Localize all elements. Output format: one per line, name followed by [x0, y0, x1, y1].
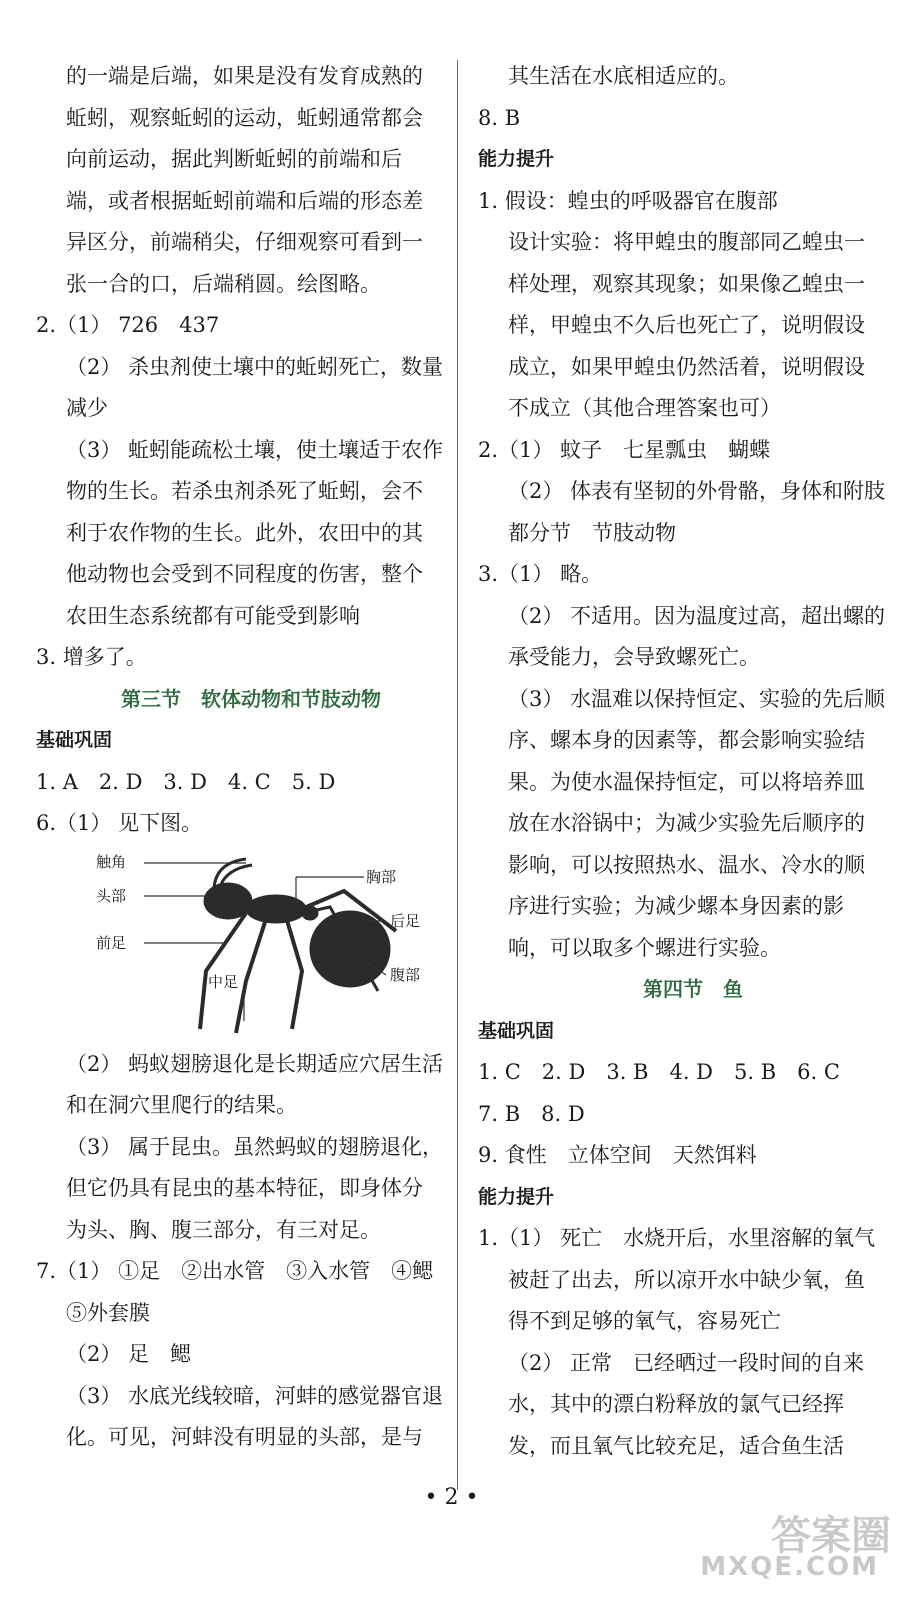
section-title: 第三节 软体动物和节肢动物 [121, 686, 381, 711]
text-line: （2） 杀虫剂使土壤中的蚯蚓死亡，数量 [66, 354, 444, 379]
text-line: 成立，如果甲蝗虫仍然活着，说明假设 [508, 354, 865, 379]
page-number: • 2 • [424, 1485, 479, 1510]
text-line: （2） 蚂蚁翅膀退化是长期适应穴居生活 [66, 1051, 444, 1076]
label-antenna: 触角 [96, 852, 127, 871]
text-line: 样处理，观察其现象；如果像乙蝗虫一 [508, 271, 865, 296]
text-line: 农田生态系统都有可能受到影响 [66, 603, 360, 628]
text-line: 1. 假设：蝗虫的呼吸器官在腹部 [478, 188, 778, 213]
section-title: 第四节 鱼 [643, 977, 743, 1001]
text-line: 其生活在水底相适应的。 [508, 64, 739, 88]
text-line: （2） 正常 已经晒过一段时间的自来 [508, 1350, 865, 1375]
heading-basic: 基础巩固 [36, 729, 113, 751]
text-line: 都分节 节肢动物 [508, 520, 676, 545]
question-8-answer: 8. B [478, 105, 521, 130]
text-line: （2） 不适用。因为温度过高，超出螺的 [508, 603, 886, 628]
text-line: 减少 [66, 396, 108, 420]
text-line: （3） 水底光线较暗，河蚌的感觉器官退 [66, 1383, 444, 1408]
watermark-brand: 答案圈 [771, 1513, 891, 1559]
text-line: （2） 足 鳃 [66, 1342, 192, 1366]
question-3-answer: 3. 增多了。 [36, 645, 147, 669]
right-column [478, 56, 886, 1467]
heading-improve: 能力提升 [478, 1185, 555, 1208]
label-head: 头部 [96, 886, 127, 905]
left-column [36, 56, 444, 1459]
text-line: 物的生长。若杀虫剂杀死了蚯蚓，会不 [66, 479, 423, 503]
label-foreleg: 前足 [96, 933, 127, 952]
text-line: 的一端是后端，如果是没有发育成熟的 [66, 64, 423, 88]
text-line: 得不到足够的氧气，容易死亡 [508, 1309, 781, 1333]
text-line: 果。为使水温保持恒定，可以将培养皿 [508, 769, 865, 794]
text-line: （3） 蚯蚓能疏松土壤，使土壤适于农作 [66, 437, 444, 462]
text-line: （3） 水温难以保持恒定、实验的先后顺 [508, 686, 886, 711]
question-6-intro: 6.（1） 见下图。 [36, 811, 203, 835]
text-line: 被赶了出去，所以凉开水中缺少氧，鱼 [508, 1267, 865, 1292]
text-line: 2.（1） 蚊子 七星瓢虫 蝴蝶 [478, 437, 771, 462]
text-line: 序进行实验；为减少螺本身因素的影 [508, 894, 844, 918]
text-line: 端，或者根据蚯蚓前端和后端的形态差 [66, 188, 423, 213]
text-line: 他动物也会受到不同程度的伤害，整个 [66, 562, 423, 586]
text-line: 和在洞穴里爬行的结果。 [66, 1093, 297, 1117]
question-7-answer: 7.（1） ①足 ②出水管 ③入水管 ④鳃 [36, 1259, 434, 1283]
text-line: 不成立（其他合理答案也可） [508, 396, 781, 420]
column-divider [457, 60, 458, 1490]
text-line: （3） 属于昆虫。虽然蚂蚁的翅膀退化， [66, 1134, 444, 1159]
text-line: （2） 体表有坚韧的外骨骼，身体和附肢 [508, 479, 886, 503]
text-line: 样，甲蝗虫不久后也死亡了，说明假设 [508, 313, 865, 337]
text-line: 9. 食性 立体空间 天然饵料 [478, 1143, 757, 1167]
label-thorax: 胸部 [366, 867, 397, 886]
question-2-answer: 2.（1） 726 437 [36, 313, 220, 337]
text-line: 放在水浴锅中；为减少实验先后顺序的 [508, 811, 865, 835]
label-hindleg: 后足 [390, 911, 421, 930]
text-line: 发，而且氧气比较充足，适合鱼生活 [508, 1433, 844, 1458]
text-line: 序、螺本身的因素等，都会影响实验结 [508, 728, 865, 752]
heading-improve: 能力提升 [478, 148, 555, 170]
text-line: 但它仍具有昆虫的基本特征，即身体分 [66, 1176, 423, 1200]
text-line: 1. C 2. D 3. B 4. D 5. B 6. C [478, 1060, 840, 1084]
answers-1-5: 1. A 2. D 3. D 4. C 5. D [36, 769, 336, 794]
text-line: 异区分，前端稍尖，仔细观察可看到一 [66, 230, 423, 254]
text-line: 承受能力，会导致螺死亡。 [508, 645, 760, 669]
text-line: 3.（1） 略。 [478, 562, 603, 586]
text-line: 张一合的口，后端稍圆。绘图略。 [66, 271, 381, 296]
text-line: 为头、胸、腹三部分，有三对足。 [66, 1217, 381, 1242]
text-line: 影响，可以按照热水、温水、冷水的顺 [508, 852, 865, 877]
heading-basic: 基础巩固 [478, 1019, 555, 1042]
ant-diagram [96, 851, 436, 1036]
text-line: 7. B 8. D [478, 1101, 585, 1126]
text-line: 利于农作物的生长。此外，农田中的其 [66, 520, 423, 545]
watermark-url: MXQE.COM [700, 1552, 879, 1582]
text-line: 蚯蚓，观察蚯蚓的运动，蚯蚓通常都会 [66, 105, 423, 130]
text-line: 1.（1） 死亡 水烧开后，水里溶解的氧气 [478, 1226, 876, 1250]
text-line: 水，其中的漂白粉释放的氯气已经挥 [508, 1392, 844, 1416]
text-line: 响，可以取多个螺进行实验。 [508, 935, 781, 960]
text-line: 向前运动，据此判断蚯蚓的前端和后 [66, 147, 402, 171]
label-abdomen: 腹部 [390, 965, 421, 984]
text-line: 化。可见，河蚌没有明显的头部，是与 [66, 1425, 423, 1449]
text-line: 设计实验：将甲蝗虫的腹部同乙蝗虫一 [508, 230, 865, 254]
label-midleg: 中足 [208, 972, 239, 991]
text-line: ⑤外套膜 [66, 1300, 150, 1325]
